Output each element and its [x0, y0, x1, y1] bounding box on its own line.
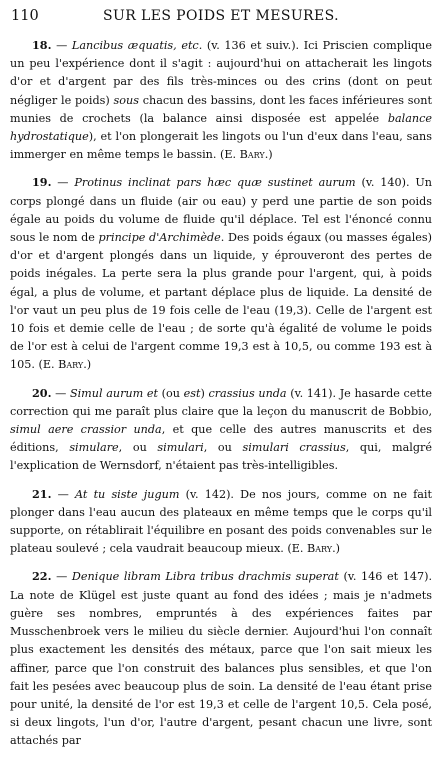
note-number: 21.	[32, 486, 52, 501]
note-number: 22.	[32, 569, 52, 584]
note-author: Bary	[239, 148, 265, 162]
notes-body	[10, 36, 432, 751]
note-lemma: Denique libram Libra tribus drachmis superat	[71, 570, 339, 584]
page-header	[10, 6, 432, 28]
note-lemma: Lancibus æquatis, etc.	[71, 39, 203, 52]
note-number: 20.	[32, 385, 52, 400]
note-author: Bary	[307, 542, 333, 556]
note-21: 21. — At tu siste jugum (v. 142). De nos jours, comme on ne fait plonger dans l'eau aucun des plateaux en même temps que le corps qu'il supporte, on rétablirait l'équilibre en posant des poids convenables sur le plateau soulevé ; cela vaudrait beaucoup mieux. (E. Bary.)	[10, 486, 433, 556]
note-number: 18.	[32, 38, 52, 52]
note-number: 19.	[32, 175, 52, 190]
note-20: 20. — Simul aurum et (ou est) crassius unda (v. 141). Je hasarde cette correction qui me paraît plus claire que la leçon du manuscrit de Bobbio, simul aere crassior unda, et que celle des autres manuscrits et des éditions, simulare, ou simulari, ou simulari crassius, qui, malgré l'explication de Wernsdorf, n'étaient pas très-intelligibles.	[10, 385, 433, 473]
note-lemma: At tu siste jugum	[75, 487, 180, 501]
note-19: 19. — Protinus inclinat pars hæc quæ sustinet aurum (v. 140). Un corps plongé dans un fluide (air ou eau) y perd une partie de son poids égale au poids du volume de fluide qu'il déplace. Tel est l'énoncé connu sous le nom de principe d'Archimède. Des poids égaux (ou masses égales) d'or et d'argent plongés dans un liquide, y éprouveront des pertes de poids inégales. La perte sera la plus grande pour l'argent, qui, à poids égal, a plus de volume, et partant déplace plus de liquide. La densité de l'or vaut un peu plus de 19 fois celle de l'eau (19,3). Celle de l'argent est 10 fois et demie celle de l'eau ; de sorte qu'à égalité de volume le poids de l'or est à celui de l'argent comme 19,3 est à 10,5, ou comme 193 est à 105. (E. Bary.)	[10, 175, 432, 372]
note-lemma: Simul aurum et	[69, 386, 158, 400]
note-lemma: Protinus inclinat pars hæc quæ sustinet aurum	[74, 176, 356, 190]
page-number: 110	[11, 8, 39, 24]
running-head: SUR LES POIDS ET MESURES.	[103, 8, 339, 24]
note-author: Bary	[58, 358, 84, 372]
note-18: 18. — Lancibus æquatis, etc. (v. 136 et suiv.). Ici Priscien complique un peu l'expérience dont il s'agit : aujourd'hui on attacherait les lingots d'or et d'argent par des fils très-minces ou des crins (dont on peut négliger le poids) sous chacun des bassins, dont les faces inférieures sont munies de crochets (la balance ainsi disposée est appelée balance hydrostatique), et l'on plongerait les lingots ou l'un d'eux dans l'eau, sans immerger en même temps le bassin. (E. Bary.)	[10, 38, 433, 162]
note-22: 22. — Denique libram Libra tribus drachmis superat (v. 146 et 147). La note de Klügel est juste quant au fond des idées ; mais je n'admets guère ses nombres, empruntés à des expériences faites par Musschenbroek vers le milieu du siècle dernier. Aujourd'hui l'on connaît plus exactement les densités des métaux, parce que l'on sait mieux les affiner, parce que l'on construit des balances plus sensibles, et que l'on fait les pesées avec beaucoup plus de soin. La densité de l'eau étant prise pour unité, la densité de l'or est 19,3 et celle de l'argent 10,5. Cela posé, si deux lingots, l'un d'or, l'autre d'argent, pesant chacun une livre, sont attachés par	[10, 569, 432, 748]
